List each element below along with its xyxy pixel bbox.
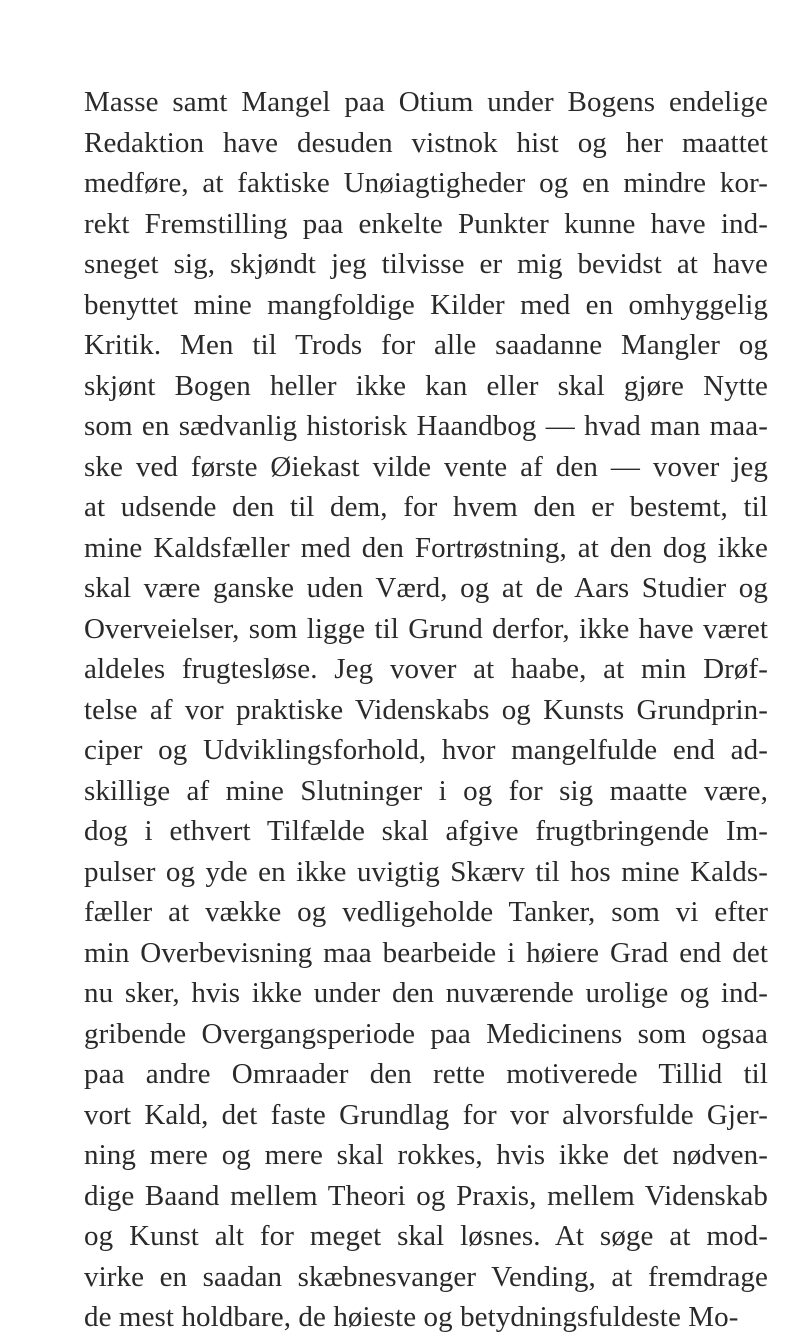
- text-line: dog i ethvert Tilfælde skal afgive frugtbringende Im-: [84, 815, 768, 847]
- text-line: medføre, at faktiske Unøiagtigheder og en mindre kor-: [84, 167, 768, 199]
- text-line: Kritik. Men til Trods for alle saadanne Mangler og: [84, 329, 768, 361]
- text-line: skal være ganske uden Værd, og at de Aars Studier og: [84, 572, 768, 604]
- text-line: skjønt Bogen heller ikke kan eller skal gjøre Nytte: [84, 369, 768, 402]
- text-line: fæller at vække og vedligeholde Tanker, som vi efter: [84, 896, 768, 928]
- text-line: mine Kaldsfæller med den Fortrøstning, at den dog ikke: [84, 531, 768, 564]
- text-line: sneget sig, skjøndt jeg tilvisse er mig bevidst at have: [84, 248, 768, 280]
- text-line: telse af vor praktiske Videnskabs og Kunsts Grundprin-: [84, 693, 768, 726]
- text-line: rekt Fremstilling paa enkelte Punkter kunne have ind-: [84, 207, 768, 240]
- text-line: gribende Overgangsperiode paa Medicinens som ogsaa: [84, 1017, 768, 1050]
- text-line: vort Kald, det faste Grundlag for vor alvorsfulde Gjer-: [84, 1098, 768, 1131]
- text-line: min Overbevisning maa bearbeide i høiere Grad end det: [84, 936, 768, 969]
- text-line: Overveielser, som ligge til Grund derfor, ikke have været: [84, 612, 768, 645]
- text-line: ske ved første Øiekast vilde vente af den — vover jeg: [84, 450, 768, 483]
- text-line: aldeles frugtesløse. Jeg vover at haabe, at min Drøf-: [84, 653, 768, 685]
- text-line: ciper og Udviklingsforhold, hvor mangelfulde end ad-: [84, 734, 768, 766]
- text-line: skillige af mine Slutninger i og for sig maatte være,: [84, 774, 768, 807]
- text-line: Redaktion have desuden vistnok hist og her maattet: [84, 126, 768, 159]
- text-line: virke en saadan skæbnesvanger Vending, at fremdrage: [84, 1260, 768, 1293]
- text-line: og Kunst alt for meget skal løsnes. At søge at mod-: [84, 1220, 768, 1252]
- text-line: de mest holdbare, de høieste og betydningsfuldeste Mo-: [84, 1301, 739, 1333]
- text-line: dige Baand mellem Theori og Praxis, mellem Videnskab: [84, 1179, 768, 1212]
- text-line: paa andre Omraader den rette motiverede Tillid til: [84, 1058, 768, 1090]
- text-line: nu sker, hvis ikke under den nuværende urolige og ind-: [84, 977, 768, 1009]
- text-line: ning mere og mere skal rokkes, hvis ikke det nødven-: [84, 1139, 768, 1171]
- text-line: at udsende den til dem, for hvem den er bestemt, til: [84, 491, 768, 523]
- text-line: pulser og yde en ikke uvigtig Skærv til hos mine Kalds-: [84, 855, 768, 888]
- text-line: som en sædvanlig historisk Haandbog — hvad man maa-: [84, 410, 768, 442]
- text-line: Masse samt Mangel paa Otium under Bogens endelige: [84, 86, 768, 118]
- text-line: benyttet mine mangfoldige Kilder med en omhyggelig: [84, 288, 768, 321]
- page-text: [84, 82, 768, 1338]
